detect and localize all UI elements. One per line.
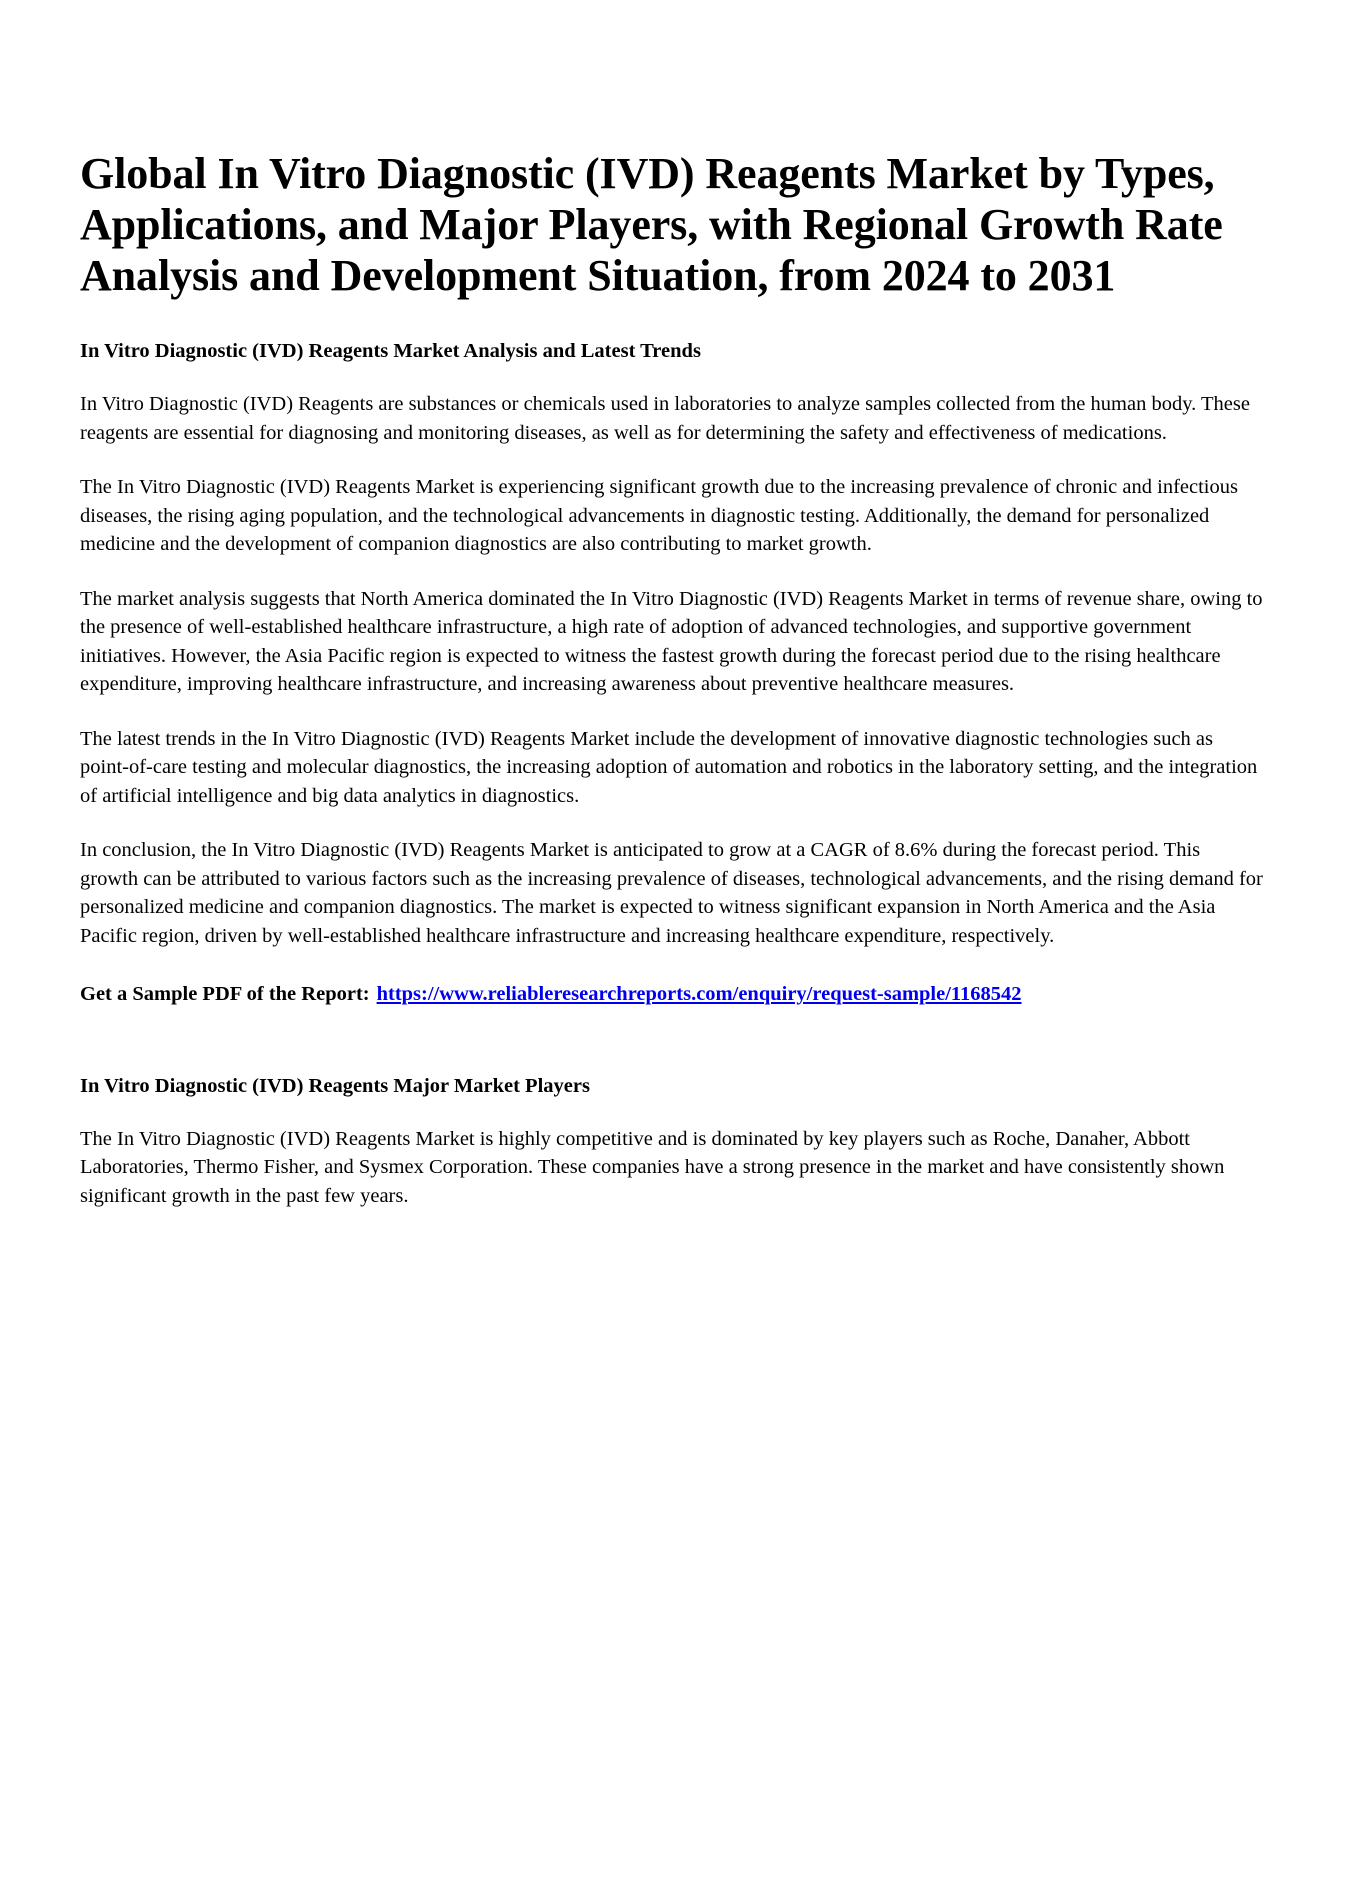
paragraph-key-players: The In Vitro Diagnostic (IVD) Reagents Market is highly competitive and is dominated by key players such as Roche, Danaher, Abbott Laboratories, Thermo Fisher, and Sysmex Corporation. These companies have a strong presence in the market and have consistently shown significant growth in the past few years. [80,1127,1225,1207]
request-sample-link[interactable]: https://www.reliableresearchreports.com/enquiry/request-sample/1168542 [376,983,1022,1005]
sample-pdf-line [80,950,1263,1009]
page-title: Global In Vitro Diagnostic (IVD) Reagents Market by Types, Applications, and Major Players, with Regional Growth Rate Analysis and Development Situation, from 2024 to 2031 [80,149,1223,300]
section-heading-market-analysis: In Vitro Diagnostic (IVD) Reagents Market Analysis and Latest Trends [80,340,701,362]
document-content-column [80,0,1263,1210]
paragraph-market-growth-drivers: The In Vitro Diagnostic (IVD) Reagents Market is experiencing significant growth due to the increasing prevalence of chronic and infectious diseases, the rising aging population, and the technological advancements in diagnostic testing. Additionally, the demand for personalized medicine and the development of companion diagnostics are also contributing to market growth. [80,476,1238,555]
paragraph-regional-analysis: The market analysis suggests that North America dominated the In Vitro Diagnostic (IVD) Reagents Market in terms of revenue share, owing to the presence of well-established healthcare infrastructure, a high rate of adoption of advanced technologies, and supportive government initiatives. However, the Asia Pacific region is expected to witness the fastest growth during the forecast period due to the rising healthcare expenditure, improving healthcare infrastructure, and increasing awareness about preventive healthcare measures. [80,587,1263,695]
paragraph-definition: In Vitro Diagnostic (IVD) Reagents are substances or chemicals used in laboratories to analyze samples collected from the human body. These reagents are essential for diagnosing and monitoring diseases, as well as for determining the safety and effectiveness of medications. [80,393,1250,444]
section-heading-major-market-players: In Vitro Diagnostic (IVD) Reagents Major Market Players [80,1074,590,1097]
paragraph-latest-trends: The latest trends in the In Vitro Diagnostic (IVD) Reagents Market include the development of innovative diagnostic technologies such as point-of-care testing and molecular diagnostics, the increasing adoption of automation and robotics in the laboratory setting, and the integration of artificial intelligence and big data analytics in diagnostics. [80,727,1258,807]
sample-pdf-label: Get a Sample PDF of the Report: [80,983,370,1005]
paragraph-conclusion: In conclusion, the In Vitro Diagnostic (IVD) Reagents Market is anticipated to grow at a CAGR of 8.6% during the forecast period. This growth can be attributed to various factors such as the increasing prevalence of diseases, technological advancements, and the rising demand for personalized medicine and companion diagnostics. The market is expected to witness significant expansion in North America and the Asia Pacific region, driven by well-established healthcare infrastructure and increasing healthcare expenditure, respectively. [80,839,1263,947]
